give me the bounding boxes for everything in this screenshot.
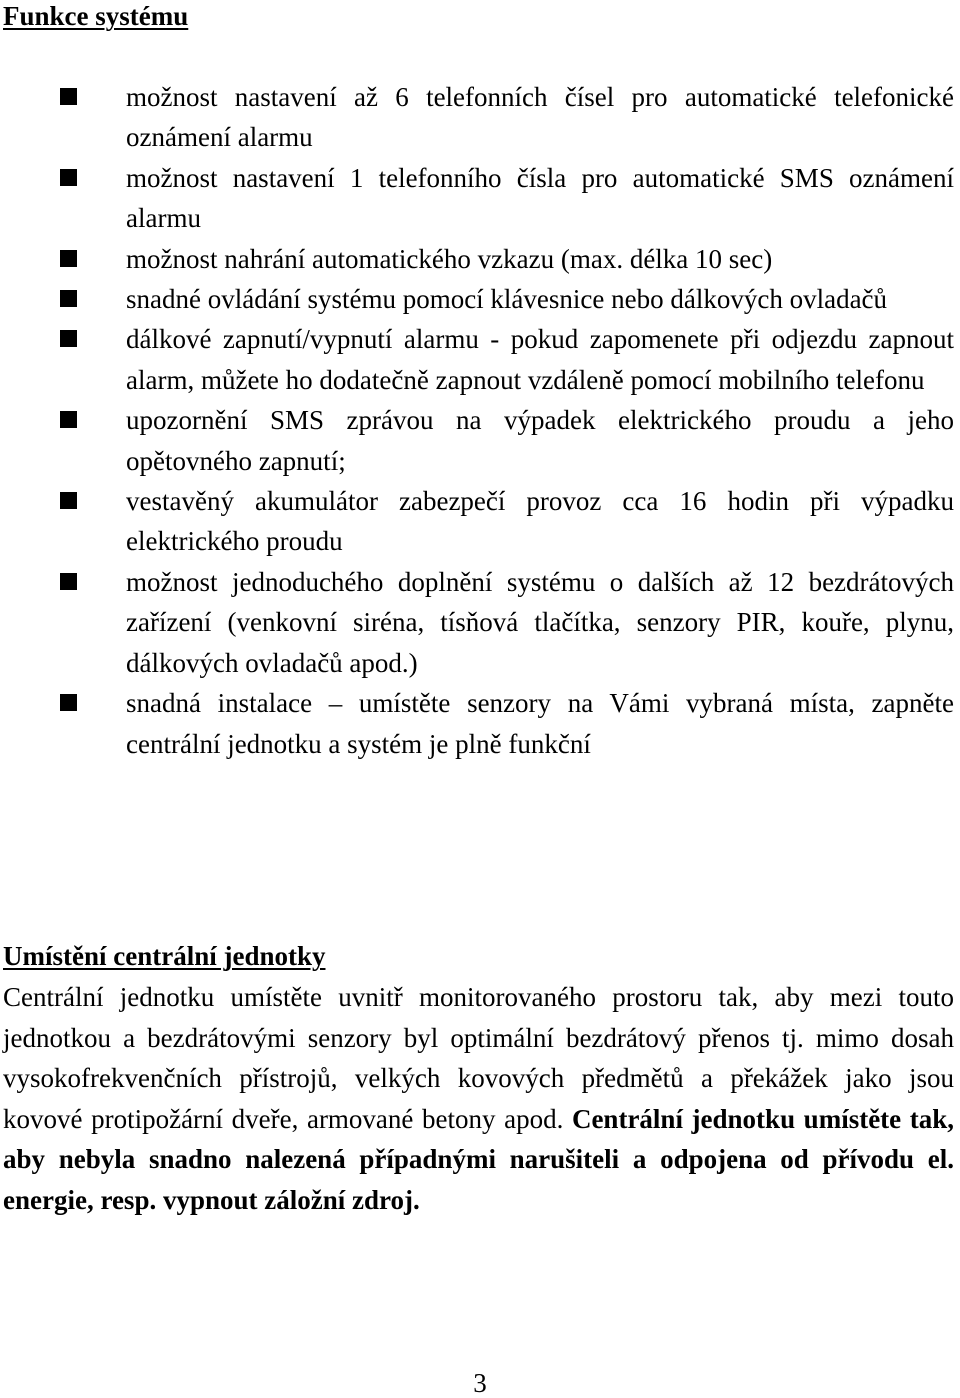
square-bullet-icon (60, 492, 77, 509)
section-heading-features: Funkce systému (3, 1, 189, 31)
section-heading-placement: Umístění centrální jednotky (3, 941, 326, 971)
page-number: 3 (473, 1368, 487, 1398)
list-item (0, 158, 960, 239)
list-item (0, 77, 960, 158)
list-item-text: možnost nastavení 1 telefonního čísla pro automatické SMS oznámení alarmu (126, 162, 954, 234)
square-bullet-icon (60, 573, 77, 590)
list-item-text: vestavěný akumulátor zabezpečí provoz cca 16 hodin při výpadku elektrického proudu (126, 486, 954, 557)
list-item-text: snadná instalace – umístěte senzory na Vámi vybraná místa, zapněte centrální jednotku a systém je plně funkční (126, 688, 954, 759)
square-bullet-icon (60, 290, 77, 307)
list-item (0, 400, 960, 481)
square-bullet-icon (60, 88, 77, 105)
square-bullet-icon (60, 694, 77, 711)
list-item (0, 239, 960, 279)
list-item-text: snadné ovládání systému pomocí klávesnice nebo dálkových ovladačů (126, 284, 888, 315)
list-item (0, 481, 960, 562)
feature-list (0, 77, 960, 764)
list-item-text: možnost nastavení až 6 telefonních čísel pro automatické telefonické oznámení alarmu (126, 82, 954, 153)
list-item-text: možnost nahrání automatického vzkazu (max. délka 10 sec) (126, 243, 773, 274)
square-bullet-icon (60, 250, 77, 267)
list-item (0, 683, 960, 764)
placement-paragraph (3, 977, 954, 1220)
square-bullet-icon (60, 330, 77, 347)
list-item (0, 562, 960, 683)
list-item (0, 279, 960, 319)
square-bullet-icon (60, 411, 77, 428)
square-bullet-icon (60, 169, 77, 186)
list-item-text: upozornění SMS zprávou na výpadek elektrického proudu a jeho opětovného zapnutí; (126, 405, 954, 476)
list-item-text: možnost jednoduchého doplnění systému o dalších až 12 bezdrátových zařízení (venkovní siréna, tísňová tlačítka, senzory PIR, kouře, plynu, dálkových ovladačů apod.) (126, 566, 954, 678)
list-item (0, 319, 960, 400)
list-item-text: dálkové zapnutí/vypnutí alarmu - pokud zapomenete při odjezdu zapnout alarm, můžete ho dodatečně zapnout vzdáleně pomocí mobilního telefonu (126, 324, 954, 395)
placement-paragraph-regular: Centrální jednotku umístěte uvnitř monitorovaného prostoru tak, aby mezi touto jednotkou a bezdrátovými senzory byl optimální bezdrátový přenos tj. mimo dosah vysokofrekvenčních přístrojů, velkých kovových předmětů a překážek jako jsou kovové protipožární dveře, armované betony apod. (3, 982, 954, 1134)
placement-paragraph-bold: Centrální jednotku umístěte tak, aby nebyla snadno nalezená případnými narušiteli a odpojena od přívodu el. energie, resp. vypnout záložní zdroj. (3, 1103, 955, 1215)
